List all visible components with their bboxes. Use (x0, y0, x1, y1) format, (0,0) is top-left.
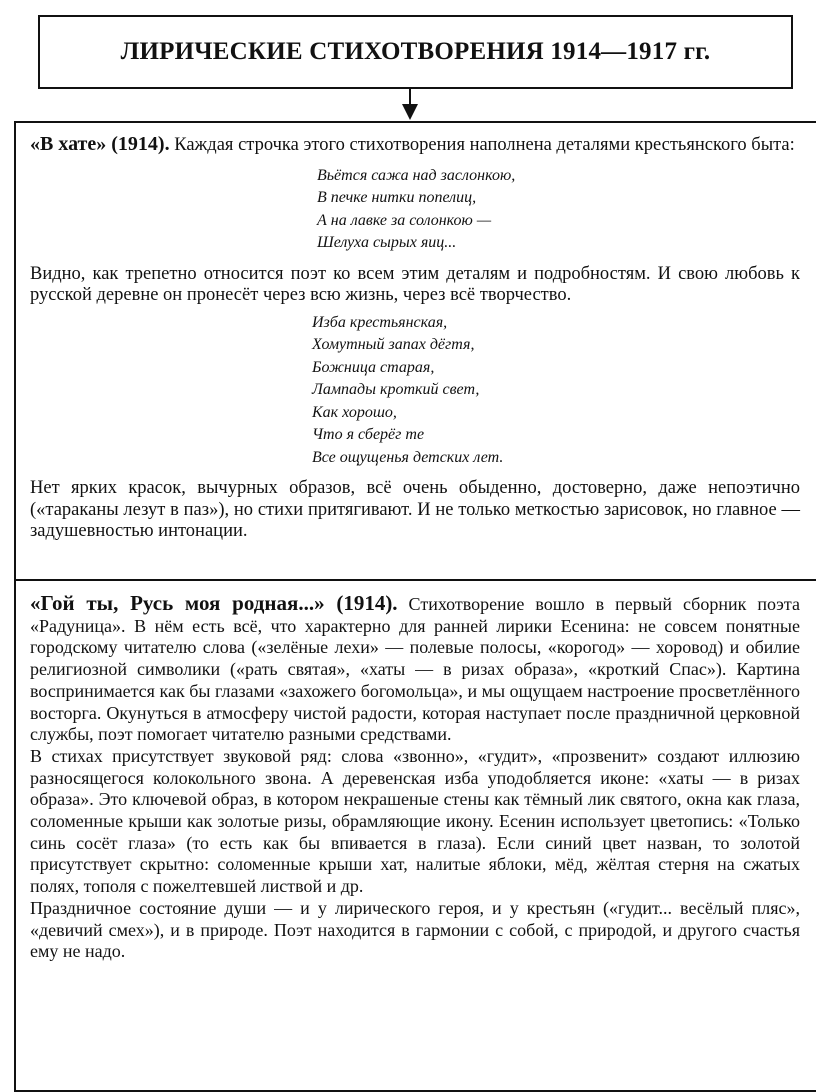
poem-line: Лампады кроткий свет, (312, 381, 480, 398)
section2-paragraph-3: Праздничное состояние души — и у лирического героя, и у крестьян («гудит... весёлый пляс», «девичий смех»), и в природе. Поэт находится в гармонии с собой, с природой, и другого счастья ему не надо. (30, 897, 800, 962)
content-box (14, 121, 816, 1092)
section1-paragraph-3: Нет ярких красок, вычурных образов, всё очень обыденно, достоверно, даже непоэтично («тараканы лезут в паз»), но стихи притягивают. И не только меткостью зарисовок, но главное — задушевностью интонации. (30, 478, 800, 541)
poem-line: Изба крестьянская, (312, 313, 448, 331)
poem-line: Как хорошо, (312, 403, 397, 421)
arrow-down-icon (402, 104, 418, 120)
section1-intro (30, 134, 800, 157)
section-v-hate (16, 123, 816, 581)
poem-quote-2 (312, 312, 800, 470)
section1-lead: «В хате» (1914). (30, 133, 170, 155)
poem-line: Хомутный запах дёгтя, (312, 336, 475, 353)
poem-line: Все ощущенья детских лет. (312, 448, 504, 466)
section1-paragraph-2: Видно, как трепетно относится поэт ко всем этим деталям и подробностям. И свою любовь к русской деревне он пронесёт через всю жизнь, через всё творчество. (30, 263, 800, 305)
page-title: ЛИРИЧЕСКИЕ СТИХОТВОРЕНИЯ 1914—1917 гг. (120, 38, 711, 65)
section2-intro-text: Стихотворение вошло в первый сборник поэта «Радуница». В нём есть всё, что характерно для ранней лирики Есенина: не совсем понятные городскому читателю слова («зелёные лехи» — полевые полосы, «корогод» — хоровод) и обилие религиозной символики («рать святая», «хаты — в ризах образа», «кроткий Спас»). Картина воспринимается как бы глазами «захожего богомольца», и мы ощущаем настроение просветлённого восторга. Окунуться в атмосферу чистой радости, которая наступает после праздничной церковной службы, поэт помогает читателю разными средствами. (30, 594, 800, 745)
poem-line: А на лавке за солонкою — (317, 211, 492, 229)
poem-line: Божница старая, (312, 358, 435, 376)
section1-intro-text: Каждая строчка этого стихотворения наполнена деталями крестьянского быта: (169, 135, 795, 155)
section2-intro (30, 593, 800, 746)
poem-line: Вьётся сажа над заслонкою, (317, 166, 516, 184)
title-box (38, 15, 793, 89)
poem-line: Шелуха сырых яиц... (317, 234, 457, 251)
section2-lead: «Гой ты, Русь моя родная...» (1914). (30, 591, 398, 615)
poem-line: Что я сберёг те (312, 426, 425, 443)
section2-paragraph-2: В стихах присутствует звуковой ряд: слова «звонно», «гудит», «прозвенит» создают иллюзию разносящегося колокольного звона. А деревенская изба уподобляется иконе: «хаты — в ризах образа». Это ключевой образ, в котором некрашеные стены как тёмный лик святого, окна как глаза, соломенные крыши как золотые ризы, обрамляющие икону. Есенин использует цветопись: «Только синь сосёт глаза» (то есть как бы впивается в глаза). Если синий цвет назван, то золотой присутствует скрытно: соломенные крыши хат, налитые яблоки, мёд, жёлтая стерня на сжатых полях, тополя с пожелтевшей листвой и др. (30, 745, 800, 897)
poem-line: В печке нитки попелиц, (317, 189, 477, 206)
section-goy-ty-rus (16, 581, 816, 1090)
poem-quote-1 (317, 165, 800, 255)
